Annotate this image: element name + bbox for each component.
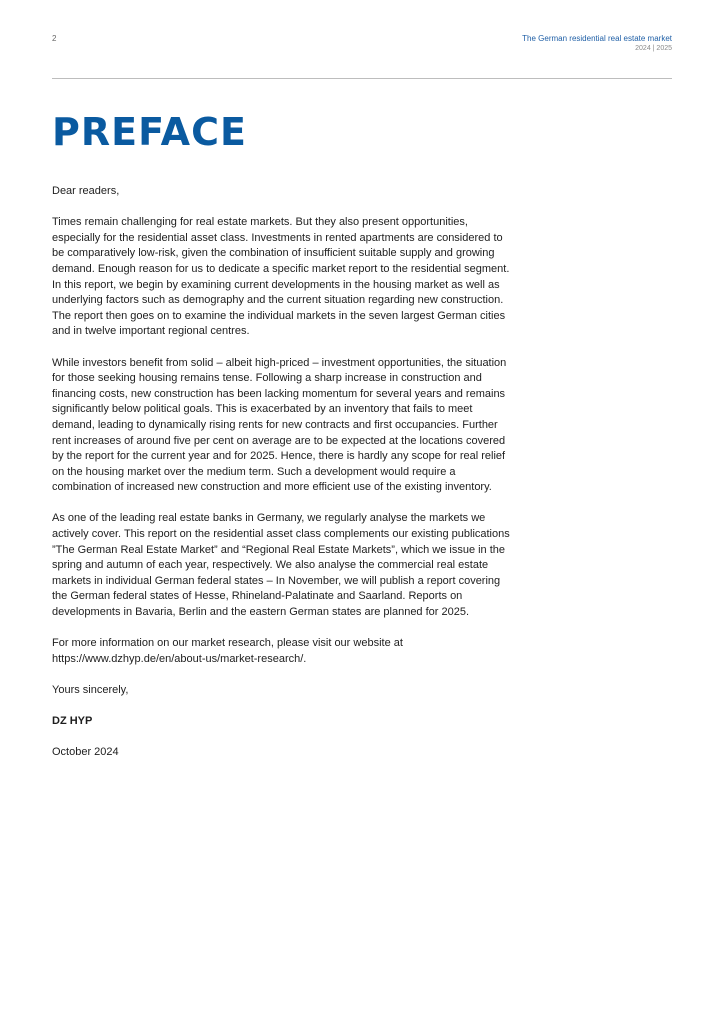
paragraph-market-situation: While investors benefit from solid – albeit high-priced – investment opportunities, the situation for those seeking housing remains tense. Following a sharp increase in construction and financing costs, new construction has been lacking momentum for several years and remains significantly below political goals. This is exacerbated by an inventory that fails to meet demand, leading to dynamically rising rents for new contracts and first occupancies. Further rent increases of around five per cent on average are to be expected at the locations covered by the report for the current year and for 2025. Hence, there is hardly any scope for real relief on the housing market over the medium term. Such a development would require a combination of increased new construction and more efficient use of the existing inventory. xyxy=(52,356,507,494)
letter-date: October 2024 xyxy=(52,746,119,759)
paragraph-website-info: For more information on our market research, please visit our website at https://www.dzhyp.de/en/about-us/market-research/. xyxy=(52,637,403,665)
closing-line: Yours sincerely, xyxy=(52,684,129,696)
running-header-title: The German residential real estate market xyxy=(522,34,672,43)
letter-body xyxy=(52,184,512,777)
paragraph-intro: Times remain challenging for real estate markets. But they also present opportunities, especially for the residential asset class. Investments in rented apartments are considered to be comparatively low-risk, given the combination of insufficient suitable supply and growing demand. Enough reason for us to dedicate a specific market report to the residential segment. In this report, we begin by examining current developments in the housing market as well as underlying factors such as demography and the current situation regarding new construction. The report then goes on to examine the individual markets in the seven largest German cities and in twelve important regional centres. xyxy=(52,216,510,338)
header-divider xyxy=(52,78,672,79)
salutation: Dear readers, xyxy=(52,185,120,197)
signature: DZ HYP xyxy=(52,715,93,728)
page-title: PREFACE xyxy=(52,110,247,154)
paragraph-publications: As one of the leading real estate banks in Germany, we regularly analyse the markets we actively cover. This report on the residential asset class complements our existing publications ”The German Real Estate Market” and “Regional Real Estate Markets”, which we issue in the spring and autumn of each year, respectively. We also analyse the commercial real estate markets in individual German federal states – In November, we will publish a report covering the German federal states of Hesse, Rhineland-Palatinate and Saarland. Reports on developments in Bavaria, Berlin and the eastern German states are planned for 2025. xyxy=(52,512,510,619)
running-header xyxy=(522,34,672,54)
running-header-year: 2024 | 2025 xyxy=(635,45,672,52)
page-number: 2 xyxy=(52,34,57,43)
